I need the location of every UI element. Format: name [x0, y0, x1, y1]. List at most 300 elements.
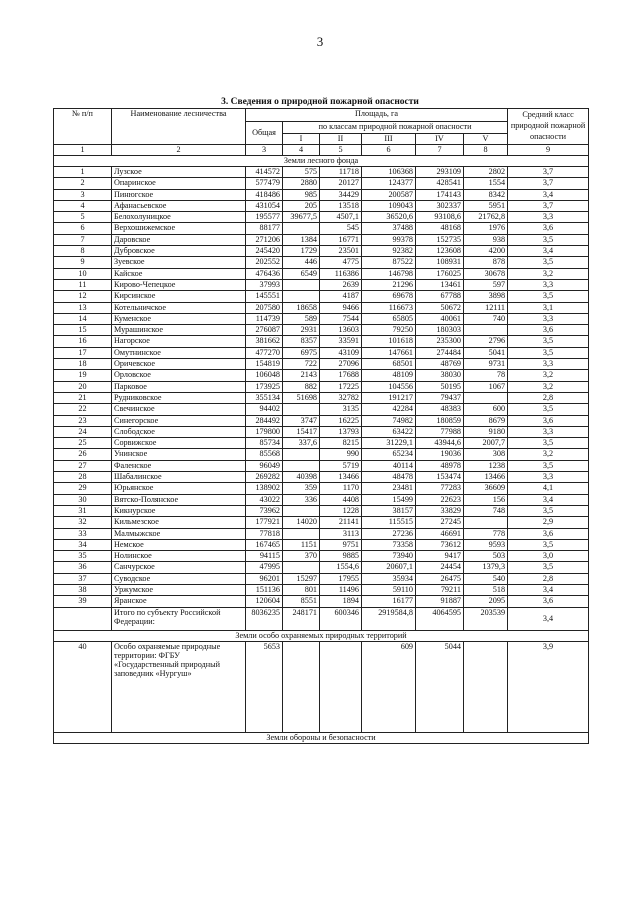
- row-num: 2: [54, 178, 112, 189]
- area-class-5: [464, 392, 508, 403]
- forestry-name: Синегорское: [112, 415, 246, 426]
- area-class-4: 176025: [416, 268, 464, 279]
- forestry-name: Слободское: [112, 426, 246, 437]
- area-class-1: 336: [283, 494, 320, 505]
- area-class-5: 518: [464, 584, 508, 595]
- row-num: 9: [54, 257, 112, 268]
- forestry-name: Итого по субъекту Российской Федерации:: [112, 607, 246, 630]
- area-class-2: 9885: [320, 551, 362, 562]
- area-class-5: 778: [464, 528, 508, 539]
- area-class-3: 59110: [362, 584, 416, 595]
- row-num: 21: [54, 392, 112, 403]
- area-total: 284492: [246, 415, 283, 426]
- area-class-3: 21296: [362, 279, 416, 290]
- area-class-4: 293109: [416, 167, 464, 178]
- row-num: 34: [54, 539, 112, 550]
- area-class-3: 23481: [362, 483, 416, 494]
- avg-class: 3,3: [508, 426, 589, 437]
- area-total: 154819: [246, 359, 283, 370]
- area-total: 276087: [246, 325, 283, 336]
- area-class-3: 115515: [362, 517, 416, 528]
- area-class-5: 540: [464, 573, 508, 584]
- area-class-2: 13518: [320, 200, 362, 211]
- section-row: [54, 630, 589, 641]
- col-number: 3: [246, 145, 283, 156]
- avg-class: 3,5: [508, 234, 589, 245]
- section-protected: Земли особо охраняемых природных территорий: [54, 630, 589, 641]
- area-class-4: 48168: [416, 223, 464, 234]
- area-class-2: 3135: [320, 404, 362, 415]
- row-num: 36: [54, 562, 112, 573]
- area-class-1: 205: [283, 200, 320, 211]
- area-class-1: [283, 641, 320, 732]
- avg-class: 3,5: [508, 505, 589, 516]
- area-class-5: 8342: [464, 189, 508, 200]
- table-row: [54, 517, 589, 528]
- row-num: 26: [54, 449, 112, 460]
- area-class-1: 801: [283, 584, 320, 595]
- area-class-5: 2007,7: [464, 438, 508, 449]
- table-row: [54, 167, 589, 178]
- area-class-4: 174143: [416, 189, 464, 200]
- row-num: 37: [54, 573, 112, 584]
- area-class-4: 48978: [416, 460, 464, 471]
- area-class-4: 26475: [416, 573, 464, 584]
- area-class-4: 302337: [416, 200, 464, 211]
- area-class-4: 38030: [416, 370, 464, 381]
- forestry-name: Уржумское: [112, 584, 246, 595]
- area-class-3: 92382: [362, 246, 416, 257]
- avg-class: 3,5: [508, 539, 589, 550]
- row-num: 17: [54, 347, 112, 358]
- row-num: 38: [54, 584, 112, 595]
- table-row: [54, 460, 589, 471]
- area-class-2: 3113: [320, 528, 362, 539]
- area-class-5: [464, 641, 508, 732]
- area-class-5: 878: [464, 257, 508, 268]
- table-row: [54, 562, 589, 573]
- area-class-4: 67788: [416, 291, 464, 302]
- fire-danger-table: [53, 108, 589, 744]
- area-class-2: 5719: [320, 460, 362, 471]
- forestry-name: Лузское: [112, 167, 246, 178]
- area-class-3: 48109: [362, 370, 416, 381]
- area-class-5: 5951: [464, 200, 508, 211]
- forestry-name: Юрьянское: [112, 483, 246, 494]
- area-total: 151136: [246, 584, 283, 595]
- area-class-3: 106368: [362, 167, 416, 178]
- avg-class: 3,5: [508, 291, 589, 302]
- area-class-1: [283, 449, 320, 460]
- header-by-class: по классам природной пожарной опасности: [283, 122, 508, 134]
- area-class-3: 147661: [362, 347, 416, 358]
- row-num: 14: [54, 313, 112, 324]
- area-class-1: 446: [283, 257, 320, 268]
- area-class-3: 42284: [362, 404, 416, 415]
- area-class-5: 8679: [464, 415, 508, 426]
- area-class-4: 4064595: [416, 607, 464, 630]
- table-row: [54, 313, 589, 324]
- area-class-5: 13466: [464, 472, 508, 483]
- area-class-1: 15417: [283, 426, 320, 437]
- area-total: 138902: [246, 483, 283, 494]
- avg-class: 3,6: [508, 223, 589, 234]
- area-class-2: 16771: [320, 234, 362, 245]
- area-total: 114739: [246, 313, 283, 324]
- row-num: 5: [54, 212, 112, 223]
- row-num: 13: [54, 302, 112, 313]
- area-total: 94115: [246, 551, 283, 562]
- area-class-5: 740: [464, 313, 508, 324]
- table-row: [54, 279, 589, 290]
- area-class-5: 3898: [464, 291, 508, 302]
- area-class-3: 146798: [362, 268, 416, 279]
- area-class-1: 1729: [283, 246, 320, 257]
- area-class-1: 370: [283, 551, 320, 562]
- area-class-2: 545: [320, 223, 362, 234]
- area-class-1: 18658: [283, 302, 320, 313]
- row-num: 30: [54, 494, 112, 505]
- row-num: 25: [54, 438, 112, 449]
- avg-class: 3,5: [508, 347, 589, 358]
- table-row: [54, 336, 589, 347]
- area-class-4: 40061: [416, 313, 464, 324]
- area-class-3: 35934: [362, 573, 416, 584]
- forestry-name: Котельничское: [112, 302, 246, 313]
- area-class-2: 11496: [320, 584, 362, 595]
- forestry-name: Белохолуницкое: [112, 212, 246, 223]
- area-total: 477270: [246, 347, 283, 358]
- area-class-5: 156: [464, 494, 508, 505]
- row-num: 16: [54, 336, 112, 347]
- area-class-4: 274484: [416, 347, 464, 358]
- table-row: [54, 573, 589, 584]
- area-class-1: 882: [283, 381, 320, 392]
- area-class-3: 2919584,8: [362, 607, 416, 630]
- header-name: Наименование лесничества: [112, 109, 246, 145]
- area-class-4: 5044: [416, 641, 464, 732]
- area-class-3: 101618: [362, 336, 416, 347]
- area-total: 94402: [246, 404, 283, 415]
- table-row: [54, 505, 589, 516]
- table-row: [54, 223, 589, 234]
- area-class-5: 1067: [464, 381, 508, 392]
- header-class-5: V: [464, 133, 508, 145]
- row-num: 31: [54, 505, 112, 516]
- area-class-1: [283, 562, 320, 573]
- table-row: [54, 641, 589, 732]
- area-class-1: 722: [283, 359, 320, 370]
- row-num: 12: [54, 291, 112, 302]
- forestry-name: Кирсинское: [112, 291, 246, 302]
- area-class-1: [283, 460, 320, 471]
- area-total: 476436: [246, 268, 283, 279]
- area-class-3: 104556: [362, 381, 416, 392]
- page-number: 3: [316, 34, 324, 49]
- header-avg: Средний класс природной пожарной опасности: [508, 109, 589, 145]
- area-class-4: 180859: [416, 415, 464, 426]
- area-class-3: 200587: [362, 189, 416, 200]
- avg-class: 3,3: [508, 313, 589, 324]
- area-class-1: 2143: [283, 370, 320, 381]
- area-class-4: 152735: [416, 234, 464, 245]
- forestry-name: Афанасьевское: [112, 200, 246, 211]
- area-total: 245420: [246, 246, 283, 257]
- table-row: [54, 291, 589, 302]
- row-num: 20: [54, 381, 112, 392]
- area-class-2: 990: [320, 449, 362, 460]
- forestry-name: Унинское: [112, 449, 246, 460]
- area-class-1: 6549: [283, 268, 320, 279]
- area-class-5: 2796: [464, 336, 508, 347]
- area-class-5: 203539: [464, 607, 508, 630]
- table-row: [54, 449, 589, 460]
- row-num: 27: [54, 460, 112, 471]
- area-class-3: 73940: [362, 551, 416, 562]
- area-class-3: 609: [362, 641, 416, 732]
- area-class-3: 31229,1: [362, 438, 416, 449]
- row-num: 4: [54, 200, 112, 211]
- area-class-1: 2880: [283, 178, 320, 189]
- forestry-name: Нолинское: [112, 551, 246, 562]
- area-class-2: 4408: [320, 494, 362, 505]
- area-class-4: 153474: [416, 472, 464, 483]
- forestry-name: Верхошижемское: [112, 223, 246, 234]
- area-class-4: 19036: [416, 449, 464, 460]
- table-row: [54, 596, 589, 607]
- area-class-1: 8357: [283, 336, 320, 347]
- avg-class: 3,5: [508, 404, 589, 415]
- table-row: [54, 426, 589, 437]
- table-row: [54, 347, 589, 358]
- area-class-2: 13793: [320, 426, 362, 437]
- area-total: 431054: [246, 200, 283, 211]
- avg-class: 3,6: [508, 415, 589, 426]
- area-total: 145551: [246, 291, 283, 302]
- area-class-1: [283, 291, 320, 302]
- header-class-4: IV: [416, 133, 464, 145]
- area-total: 96049: [246, 460, 283, 471]
- avg-class: 3,1: [508, 302, 589, 313]
- area-class-3: 16177: [362, 596, 416, 607]
- area-class-3: 48478: [362, 472, 416, 483]
- forestry-name: Нагорское: [112, 336, 246, 347]
- forestry-name: Малмыжское: [112, 528, 246, 539]
- area-class-2: 1228: [320, 505, 362, 516]
- area-class-1: [283, 505, 320, 516]
- area-class-3: 116673: [362, 302, 416, 313]
- area-class-1: 985: [283, 189, 320, 200]
- forestry-name: Вятско-Полянское: [112, 494, 246, 505]
- area-class-1: 1151: [283, 539, 320, 550]
- area-class-4: 180303: [416, 325, 464, 336]
- area-class-5: 748: [464, 505, 508, 516]
- avg-class: 3,3: [508, 212, 589, 223]
- avg-class: 3,7: [508, 167, 589, 178]
- area-class-2: 2639: [320, 279, 362, 290]
- avg-class: 3,5: [508, 438, 589, 449]
- area-class-3: 38157: [362, 505, 416, 516]
- forestry-name: Зуевское: [112, 257, 246, 268]
- avg-class: 3,5: [508, 257, 589, 268]
- area-total: 85568: [246, 449, 283, 460]
- avg-class: 3,3: [508, 472, 589, 483]
- area-class-4: 48383: [416, 404, 464, 415]
- area-total: 88177: [246, 223, 283, 234]
- forestry-name: Омутнинское: [112, 347, 246, 358]
- area-class-4: 50672: [416, 302, 464, 313]
- area-total: 85734: [246, 438, 283, 449]
- area-class-2: 9751: [320, 539, 362, 550]
- area-total: 207580: [246, 302, 283, 313]
- area-class-3: 109043: [362, 200, 416, 211]
- table-row: [54, 246, 589, 257]
- row-num: 22: [54, 404, 112, 415]
- area-class-4: 91887: [416, 596, 464, 607]
- row-num: 6: [54, 223, 112, 234]
- area-class-4: 48769: [416, 359, 464, 370]
- forestry-name: Даровское: [112, 234, 246, 245]
- area-class-1: 1384: [283, 234, 320, 245]
- table-row: [54, 359, 589, 370]
- table-row: [54, 404, 589, 415]
- area-total: 381662: [246, 336, 283, 347]
- area-class-4: 93108,6: [416, 212, 464, 223]
- avg-class: 3,5: [508, 562, 589, 573]
- area-class-5: 597: [464, 279, 508, 290]
- row-num: 15: [54, 325, 112, 336]
- area-class-2: 17225: [320, 381, 362, 392]
- area-class-3: 36520,6: [362, 212, 416, 223]
- avg-class: 3,2: [508, 370, 589, 381]
- area-class-2: 17688: [320, 370, 362, 381]
- area-class-5: 2802: [464, 167, 508, 178]
- area-class-3: 27236: [362, 528, 416, 539]
- row-num: 10: [54, 268, 112, 279]
- area-class-3: 68501: [362, 359, 416, 370]
- forestry-name: Кайское: [112, 268, 246, 279]
- row-num: 8: [54, 246, 112, 257]
- avg-class: 3,4: [508, 494, 589, 505]
- area-class-4: 43944,6: [416, 438, 464, 449]
- area-total: 8036235: [246, 607, 283, 630]
- header-class-2: II: [320, 133, 362, 145]
- row-num: 18: [54, 359, 112, 370]
- forestry-name: Санчурское: [112, 562, 246, 573]
- area-class-1: 337,6: [283, 438, 320, 449]
- area-class-4: 77988: [416, 426, 464, 437]
- area-class-2: 4507,1: [320, 212, 362, 223]
- area-class-5: 1379,3: [464, 562, 508, 573]
- avg-class: 3,4: [508, 584, 589, 595]
- area-class-4: 77283: [416, 483, 464, 494]
- col-number: 7: [416, 145, 464, 156]
- col-number: 9: [508, 145, 589, 156]
- section-forest: Земли лесного фонда: [54, 156, 589, 167]
- area-total: 167465: [246, 539, 283, 550]
- area-class-2: 17955: [320, 573, 362, 584]
- row-num: 19: [54, 370, 112, 381]
- area-class-2: 11718: [320, 167, 362, 178]
- row-num: 24: [54, 426, 112, 437]
- avg-class: 3,6: [508, 325, 589, 336]
- header-class-1: I: [283, 133, 320, 145]
- area-class-2: 116386: [320, 268, 362, 279]
- area-total: 414572: [246, 167, 283, 178]
- avg-class: 3,2: [508, 381, 589, 392]
- forestry-name: Оричевское: [112, 359, 246, 370]
- avg-class: 3,4: [508, 189, 589, 200]
- area-class-2: 20127: [320, 178, 362, 189]
- area-class-2: 8215: [320, 438, 362, 449]
- table-row: [54, 528, 589, 539]
- row-num: 1: [54, 167, 112, 178]
- area-class-3: 20607,1: [362, 562, 416, 573]
- area-class-4: 50195: [416, 381, 464, 392]
- row-num: 7: [54, 234, 112, 245]
- area-class-2: 27096: [320, 359, 362, 370]
- area-class-3: 40114: [362, 460, 416, 471]
- section-defense: Земли обороны и безопасности: [54, 732, 589, 743]
- area-class-5: 1976: [464, 223, 508, 234]
- row-num: 3: [54, 189, 112, 200]
- area-class-1: 14020: [283, 517, 320, 528]
- area-class-2: 13603: [320, 325, 362, 336]
- area-class-5: 1238: [464, 460, 508, 471]
- avg-class: 3,5: [508, 460, 589, 471]
- area-total: 269282: [246, 472, 283, 483]
- area-total: 179800: [246, 426, 283, 437]
- area-class-5: 308: [464, 449, 508, 460]
- area-class-2: 7544: [320, 313, 362, 324]
- forestry-name: Рудниковское: [112, 392, 246, 403]
- forestry-name: Парковое: [112, 381, 246, 392]
- area-class-1: 15297: [283, 573, 320, 584]
- area-class-2: 4775: [320, 257, 362, 268]
- avg-class: 3,6: [508, 596, 589, 607]
- forestry-name: Кикнурское: [112, 505, 246, 516]
- area-class-3: 73358: [362, 539, 416, 550]
- area-class-1: [283, 223, 320, 234]
- forestry-name: Пинюгское: [112, 189, 246, 200]
- table-row: [54, 415, 589, 426]
- area-class-1: [283, 528, 320, 539]
- area-class-2: 9466: [320, 302, 362, 313]
- area-class-5: 600: [464, 404, 508, 415]
- forestry-name: Суводское: [112, 573, 246, 584]
- area-class-1: 589: [283, 313, 320, 324]
- area-class-5: 9731: [464, 359, 508, 370]
- area-total: 195577: [246, 212, 283, 223]
- forestry-name: Орловское: [112, 370, 246, 381]
- avg-class: 3,9: [508, 641, 589, 732]
- area-total: 202552: [246, 257, 283, 268]
- area-class-2: 600346: [320, 607, 362, 630]
- forestry-name: Куменское: [112, 313, 246, 324]
- section-title: 3. Сведения о природной пожарной опасности: [221, 97, 419, 107]
- area-total: 418486: [246, 189, 283, 200]
- table-row: [54, 268, 589, 279]
- area-total: 37993: [246, 279, 283, 290]
- row-num: 35: [54, 551, 112, 562]
- table-row: [54, 200, 589, 211]
- col-number: 8: [464, 145, 508, 156]
- avg-class: 3,2: [508, 268, 589, 279]
- area-total: 106048: [246, 370, 283, 381]
- section-row: [54, 732, 589, 743]
- area-total: 43022: [246, 494, 283, 505]
- header-num: № п/п: [54, 109, 112, 145]
